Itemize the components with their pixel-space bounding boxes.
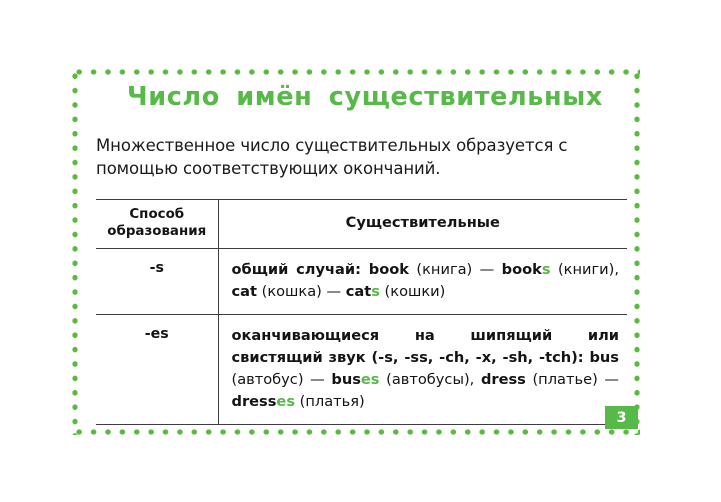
dotted-border-bottom	[72, 429, 640, 435]
header-method-line2: образования	[107, 223, 207, 239]
seg: book	[368, 261, 409, 279]
seg: (кошка) —	[256, 283, 346, 301]
table-row	[96, 249, 627, 315]
intro-paragraph: Множественное число существительных образуется с помощью соответствующих окончаний.	[96, 136, 568, 179]
row-ending-s: -s	[96, 249, 218, 315]
seg: es	[360, 370, 380, 388]
seg: bus	[331, 370, 361, 388]
seg: es	[276, 392, 296, 410]
seg: dress	[231, 392, 277, 410]
header-method-line1: Способ	[129, 206, 185, 222]
dotted-border-left	[72, 69, 78, 435]
seg: общий случай:	[231, 261, 369, 279]
header-method	[96, 199, 218, 249]
page-content	[96, 82, 630, 425]
row-examples-s	[218, 249, 627, 315]
seg: dress	[480, 370, 526, 388]
plural-forms-table	[96, 199, 627, 425]
seg: bus	[589, 349, 619, 367]
seg: s	[371, 283, 380, 301]
seg: (автобусы),	[379, 370, 481, 388]
dotted-border-right	[634, 69, 640, 435]
table-header-row	[96, 199, 627, 249]
seg: (платье) —	[525, 370, 619, 388]
seg: оканчивающиеся на шипящий или свистящий звук (-s, -ss, -ch, -x, -sh, -tch):	[231, 327, 619, 367]
dotted-border-top	[72, 69, 640, 75]
seg: (платья)	[295, 392, 365, 410]
seg: cat	[231, 283, 257, 301]
seg: (кошки)	[379, 283, 446, 301]
row-examples-es	[218, 315, 627, 425]
seg: cat	[345, 283, 372, 301]
seg: book	[501, 261, 542, 279]
seg: (книга) —	[409, 261, 502, 279]
seg: s	[541, 261, 551, 279]
page-number-badge: 3	[605, 406, 638, 429]
seg: (книги),	[550, 261, 619, 279]
seg: (автобус) —	[231, 370, 332, 388]
table-row	[96, 315, 627, 425]
row-ending-es: -es	[96, 315, 218, 425]
header-nouns: Существительные	[218, 199, 627, 249]
page-title: Число имён существительных	[127, 82, 603, 112]
